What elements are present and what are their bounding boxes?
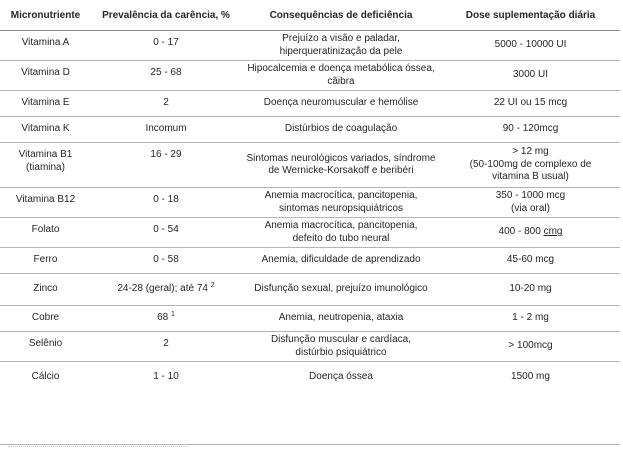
footnote-marks xyxy=(8,446,188,450)
cell-micronutrient-line: (tiamina) xyxy=(26,161,65,173)
cell-prevalence xyxy=(91,31,241,61)
cell-prevalence xyxy=(91,188,241,218)
cell-consequences xyxy=(241,61,441,91)
cell-consequences-line: Doença neuromuscular e hemólise xyxy=(263,97,419,109)
cell-consequences-line: Prejuízo a visão e paladar, xyxy=(282,33,400,44)
footnote-ref: 2 xyxy=(210,282,215,290)
prevalence-value: 0 - 17 xyxy=(153,37,179,48)
cell-dose-line: > 12 mg xyxy=(512,146,549,158)
cell-consequences-line: sintomas neuropsiquiátricos xyxy=(279,202,403,214)
prevalence-value: 0 - 58 xyxy=(153,254,179,266)
cell-micronutrient xyxy=(0,31,91,61)
cell-consequences-line: Sintomas neurológicos variados, síndrome xyxy=(246,152,436,164)
table-row xyxy=(0,248,620,274)
cell-dose xyxy=(441,143,620,188)
table-row xyxy=(0,91,620,117)
table-row xyxy=(0,274,620,306)
header-prevalence: Prevalência da carência, % xyxy=(91,0,241,31)
cell-dose-line: > 100mcg xyxy=(508,340,553,352)
cell-dose xyxy=(441,332,620,362)
cell-dose-line: (via oral) xyxy=(511,202,550,214)
cell-dose xyxy=(441,31,620,61)
prevalence-value: 68 xyxy=(157,312,169,324)
cell-dose-line: 1 - 2 mg xyxy=(512,312,549,324)
cell-consequences-line: Anemia, neutropenia, ataxia xyxy=(278,312,404,324)
prevalence-value: 25 - 68 xyxy=(150,67,182,78)
table-row xyxy=(0,61,620,91)
cell-consequences-line: Distúrbios de coagulação xyxy=(284,123,398,135)
cell-consequences-line: Disfunção sexual, prejuízo imunológico xyxy=(254,283,428,295)
prevalence-value: 2 xyxy=(163,338,169,349)
cell-prevalence xyxy=(91,306,241,332)
cell-consequences xyxy=(241,188,441,218)
prevalence-value: 1 - 10 xyxy=(153,370,179,382)
cell-consequences-line: de Wernicke-Korsakoff e beribéri xyxy=(268,165,414,176)
cell-dose xyxy=(441,306,620,332)
cell-dose-line: 350 - 1000 mcg xyxy=(495,190,566,201)
dose-unit-flagged: cmg xyxy=(543,226,563,238)
cell-dose-line: 3000 UI xyxy=(512,69,549,81)
prevalence-value: 0 - 18 xyxy=(153,194,179,205)
prevalence-value: 24-28 (geral); até 74 xyxy=(117,283,208,295)
cell-prevalence xyxy=(91,248,241,274)
cell-dose-line: vitamina B usual) xyxy=(492,171,569,183)
cell-micronutrient-line: Cobre xyxy=(31,312,60,324)
dose-value: 400 - 800 xyxy=(498,226,544,238)
cell-consequences-line: Anemia macrocítica, pancitopenia, xyxy=(264,220,418,231)
cell-prevalence xyxy=(91,91,241,117)
cell-micronutrient-line: Vitamina A xyxy=(21,37,70,48)
cell-consequences-line: Hipocalcemia e doença metabólica óssea, xyxy=(247,63,435,74)
prevalence-value: 2 xyxy=(163,97,169,109)
cell-micronutrient xyxy=(0,117,91,143)
cell-consequences xyxy=(241,332,441,362)
cell-micronutrient-line: Cálcio xyxy=(31,370,60,382)
cell-dose xyxy=(441,248,620,274)
table-header-row xyxy=(0,0,620,31)
cell-consequences xyxy=(241,306,441,332)
cell-dose-line: 5000 - 10000 UI xyxy=(494,39,567,51)
prevalence-value: Incomum xyxy=(145,123,187,135)
cell-consequences-line: defeito do tubo neural xyxy=(292,232,390,244)
cell-dose xyxy=(441,188,620,218)
table-row xyxy=(0,306,620,332)
cell-consequences-line: Anemia macrocítica, pancitopenia, xyxy=(264,190,418,201)
header-micronutrient: Micronutriente xyxy=(0,0,91,31)
cell-micronutrient xyxy=(0,306,91,332)
cell-micronutrient-line: Vitamina B12 xyxy=(15,194,76,205)
table-row xyxy=(0,218,620,248)
cell-prevalence xyxy=(91,274,241,306)
cell-consequences xyxy=(241,274,441,306)
prevalence-value: 0 - 54 xyxy=(153,224,179,235)
cell-consequences-line: cãibra xyxy=(327,75,355,87)
cell-dose xyxy=(441,61,620,91)
cell-consequences-line: Doença óssea xyxy=(309,370,373,382)
cell-micronutrient xyxy=(0,218,91,248)
cell-prevalence xyxy=(91,362,241,392)
cell-micronutrient xyxy=(0,143,91,188)
cell-dose-line: 1500 mg xyxy=(511,370,550,382)
cell-consequences-line: Disfunção muscular e cardíaca, xyxy=(270,334,412,345)
cell-consequences-line: Anemia, dificuldade de aprendizado xyxy=(261,254,421,266)
table-row xyxy=(0,31,620,61)
cell-dose-line: (50-100mg de complexo de xyxy=(469,158,592,170)
cell-dose xyxy=(441,362,620,392)
cell-micronutrient xyxy=(0,188,91,218)
header-dose: Dose suplementação diária xyxy=(441,0,620,31)
cell-prevalence xyxy=(91,117,241,143)
cell-prevalence xyxy=(91,218,241,248)
cell-consequences xyxy=(241,143,441,188)
cell-micronutrient xyxy=(0,61,91,91)
cell-consequences xyxy=(241,31,441,61)
cell-dose xyxy=(441,91,620,117)
table-bottom-rule xyxy=(0,444,620,445)
cell-micronutrient-line: Vitamina K xyxy=(21,123,70,135)
cell-micronutrient xyxy=(0,91,91,117)
table-row xyxy=(0,117,620,143)
cell-dose-line: 22 UI ou 15 mcg xyxy=(493,97,568,109)
cell-dose-line: 10-20 mg xyxy=(509,283,552,295)
table-row xyxy=(0,143,620,188)
cell-micronutrient xyxy=(0,248,91,274)
cell-prevalence xyxy=(91,143,241,188)
cell-prevalence xyxy=(91,61,241,91)
cell-consequences xyxy=(241,91,441,117)
cell-micronutrient-line: Vitamina B1 xyxy=(18,149,73,160)
cell-dose xyxy=(441,218,620,248)
table-row xyxy=(0,188,620,218)
cell-micronutrient-line: Vitamina E xyxy=(21,97,70,109)
cell-dose xyxy=(441,274,620,306)
cell-micronutrient xyxy=(0,274,91,306)
cell-dose xyxy=(441,117,620,143)
cell-consequences-line: distúrbio psiquiátrico xyxy=(295,346,387,358)
cell-dose-line: 90 - 120mcg xyxy=(502,123,559,135)
cell-micronutrient xyxy=(0,332,91,362)
cell-micronutrient xyxy=(0,362,91,392)
cell-micronutrient-line: Vitamina D xyxy=(21,67,70,78)
cell-consequences-line: hiperqueratinização da pele xyxy=(279,45,403,57)
cell-micronutrient-line: Folato xyxy=(31,224,60,235)
table-row xyxy=(0,362,620,392)
header-consequences: Consequências de deficiência xyxy=(241,0,441,31)
cell-dose-line: 45-60 mcg xyxy=(506,254,555,266)
cell-micronutrient-line: Ferro xyxy=(33,254,58,266)
cell-consequences xyxy=(241,362,441,392)
table-row xyxy=(0,332,620,362)
cell-consequences xyxy=(241,218,441,248)
footnote-ref: 1 xyxy=(171,311,175,319)
prevalence-value: 16 - 29 xyxy=(150,149,182,160)
cell-micronutrient-line: Selênio xyxy=(28,338,63,349)
cell-consequences xyxy=(241,117,441,143)
cell-micronutrient-line: Zinco xyxy=(33,283,58,295)
cell-consequences xyxy=(241,248,441,274)
cell-prevalence xyxy=(91,332,241,362)
